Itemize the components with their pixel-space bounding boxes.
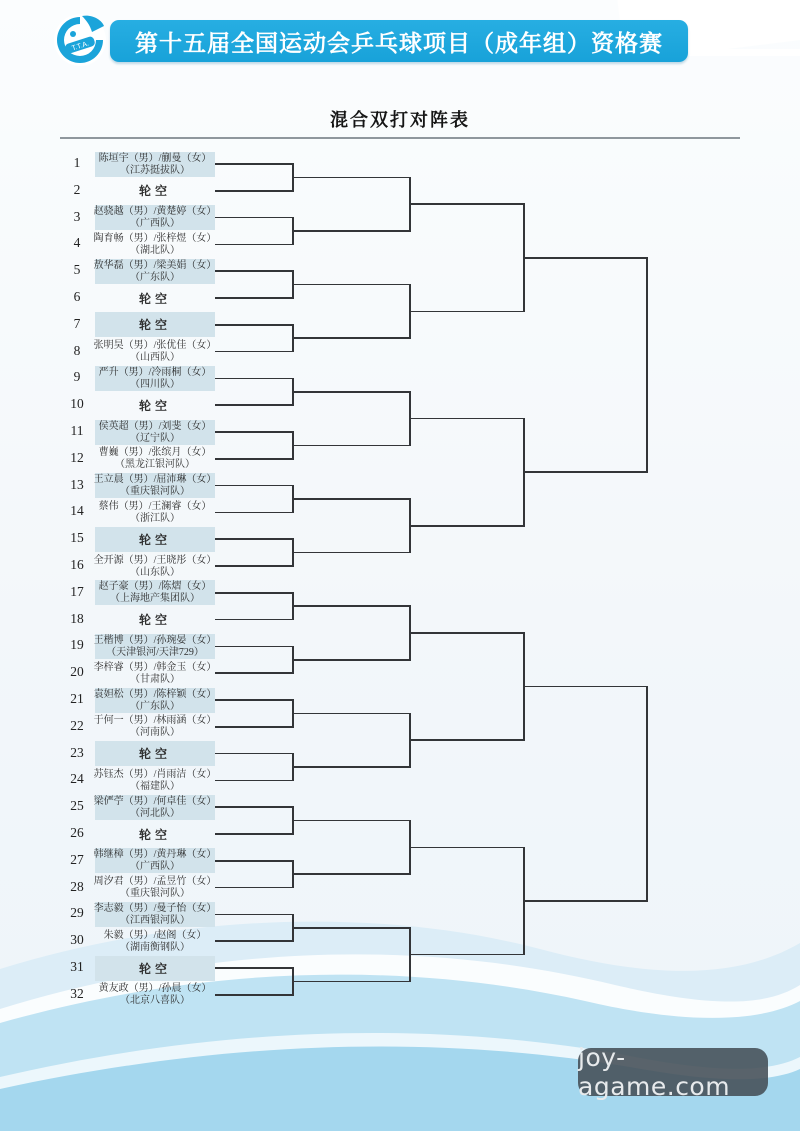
bracket-line <box>215 726 293 728</box>
bracket-line <box>410 954 524 956</box>
seed-number: 30 <box>70 932 84 948</box>
bracket-entry <box>95 822 215 847</box>
bracket-line <box>524 257 647 259</box>
bracket-line <box>215 324 293 326</box>
team-name: （广东队） <box>130 700 180 712</box>
pair-names: 赵骁越（男）/黄楚婷（女） <box>93 206 217 218</box>
team-name: （甘肃队） <box>130 673 180 685</box>
team-name: （广西队） <box>130 218 180 230</box>
pair-names: 陶育畅（男）/张梓煜（女） <box>93 232 217 244</box>
pair-names: 梁俨苧（男）/何卓佳（女） <box>93 795 217 807</box>
bracket-entry <box>95 741 215 766</box>
bracket-line <box>215 351 293 353</box>
seed-number: 6 <box>73 289 81 304</box>
bracket-line <box>215 994 293 996</box>
pair-names: 李梓睿（男）/韩金玉（女） <box>93 661 217 673</box>
seed-number: 29 <box>70 905 84 921</box>
team-name: （福建队） <box>130 780 180 792</box>
team-name: （重庆银河队） <box>120 888 190 900</box>
bracket-entry <box>95 714 215 739</box>
bracket-line <box>215 887 293 889</box>
pair-names: 李志毅（男）/曼子怡（女） <box>93 902 217 914</box>
seed-number: 20 <box>70 664 84 680</box>
bracket-line <box>215 592 293 594</box>
bracket-entry <box>95 527 215 552</box>
bracket-line <box>293 552 410 554</box>
pair-names: 于何一（男）/林雨涵（女） <box>93 715 217 727</box>
bracket-line <box>293 498 410 500</box>
bracket-line <box>410 739 524 741</box>
bracket-line <box>215 217 293 219</box>
bracket-line <box>293 659 410 661</box>
team-name: （浙江队） <box>130 512 180 524</box>
seed-number: 13 <box>70 476 84 492</box>
bracket-line <box>215 646 293 648</box>
seed-number: 31 <box>70 959 84 974</box>
seed-number: 21 <box>70 691 84 706</box>
team-name: （上海地产集团队） <box>110 593 200 605</box>
team-name: （湖北队） <box>130 244 180 256</box>
bye-label: 轮空 <box>138 532 171 547</box>
pair-names: 蔡伟（男）/王澜睿（女） <box>98 500 212 512</box>
bracket-entry <box>95 339 215 364</box>
bracket-entry <box>95 286 215 311</box>
bracket-entry <box>95 929 215 954</box>
bracket-line <box>215 699 293 701</box>
table-tennis-logo-icon <box>52 12 108 68</box>
bracket-line <box>215 672 293 674</box>
bracket-entry <box>95 875 215 900</box>
bracket-line <box>215 619 293 621</box>
seed-number: 3 <box>73 208 81 224</box>
bracket-line <box>215 565 293 567</box>
seed-number: 27 <box>70 851 84 867</box>
bracket-line <box>293 981 410 983</box>
bracket-entry <box>95 393 215 418</box>
bracket-line <box>215 806 293 808</box>
bracket-entry <box>95 473 215 498</box>
bracket-line <box>215 753 293 755</box>
pair-names: 王立晨（男）/屈沛琳（女） <box>93 474 217 486</box>
bye-label: 轮空 <box>138 747 171 762</box>
bracket-line <box>410 418 524 420</box>
team-name: （重庆银河队） <box>120 486 190 498</box>
seed-number: 4 <box>73 235 81 251</box>
pair-names: 严升（男）/冷雨桐（女） <box>98 366 212 378</box>
bracket-line <box>293 605 410 607</box>
bracket-entry <box>95 848 215 873</box>
pair-names: 曹巍（男）/张缤月（女） <box>98 447 212 459</box>
team-name: （山西队） <box>130 352 180 364</box>
team-name: （江西银河队） <box>120 914 190 926</box>
bracket-entry <box>95 580 215 605</box>
pair-names: 全开源（男）/王晓彤（女） <box>93 554 217 566</box>
bracket-entry <box>95 902 215 927</box>
logo-letters: T.T.A. <box>71 40 90 53</box>
bye-label: 轮空 <box>138 613 171 628</box>
bracket-line <box>215 270 293 272</box>
pair-names: 敖华磊（男）/梁美娟（女） <box>93 259 217 271</box>
team-name: （广东队） <box>130 271 180 283</box>
seed-number: 25 <box>70 798 84 814</box>
bracket-line <box>215 458 293 460</box>
bracket-line <box>524 686 647 688</box>
bracket-line <box>524 471 647 473</box>
bracket-line <box>410 632 524 634</box>
team-name: （四川队） <box>130 378 180 390</box>
bracket-line <box>646 686 648 902</box>
seed-number: 10 <box>70 396 84 412</box>
bracket-line <box>215 297 293 299</box>
bracket-entry <box>95 232 215 257</box>
bracket-entry <box>95 259 215 284</box>
title-rule <box>60 137 740 139</box>
seed-number: 14 <box>70 503 84 519</box>
seed-number: 1 <box>73 155 81 170</box>
bracket-entry <box>95 982 215 1007</box>
seed-number: 7 <box>73 315 81 331</box>
seed-number: 23 <box>70 744 84 760</box>
seed-number: 19 <box>70 637 84 653</box>
bracket-line <box>410 847 524 849</box>
bracket-entry <box>95 661 215 686</box>
bracket-line <box>293 337 410 339</box>
bye-label: 轮空 <box>138 398 171 413</box>
bracket-entry <box>95 178 215 203</box>
bracket-entry <box>95 768 215 793</box>
pair-names: 王楷博（男）/孙琬晏（女） <box>93 634 217 646</box>
watermark-text: joy-agame.com <box>578 1043 731 1101</box>
seed-number: 12 <box>70 449 84 465</box>
bracket-entry <box>95 420 215 445</box>
pair-names: 侯英超（男）/刘斐（女） <box>98 420 212 432</box>
seed-number: 5 <box>73 262 81 278</box>
pair-names: 韩继樟（男）/黄丹琳（女） <box>93 849 217 861</box>
pair-names: 陈垣宇（男）/蒯曼（女） <box>98 152 212 164</box>
bracket-line <box>293 820 410 822</box>
pair-names: 黄友政（男）/孙晨（女） <box>98 983 212 995</box>
seed-number: 17 <box>70 583 84 599</box>
bracket-line <box>215 244 293 246</box>
pair-names: 袁妲松（男）/陈梓颖（女） <box>93 688 217 700</box>
bracket-line <box>646 257 648 473</box>
bracket-line <box>215 190 293 192</box>
team-name: （山东队） <box>130 566 180 578</box>
bracket-line <box>215 431 293 433</box>
team-name: （河北队） <box>130 807 180 819</box>
bracket-line <box>293 445 410 447</box>
bracket-entry <box>95 366 215 391</box>
pair-names: 周汐君（男）/孟昱竹（女） <box>93 876 217 888</box>
seed-number: 9 <box>73 369 81 385</box>
bracket-line <box>215 404 293 406</box>
watermark-badge <box>578 1043 768 1101</box>
bracket-line <box>293 230 410 232</box>
event-banner <box>110 20 688 62</box>
bracket-line <box>215 485 293 487</box>
bracket-entry <box>95 205 215 230</box>
bracket-entry <box>95 607 215 632</box>
team-name: （江苏挺拔队） <box>120 164 190 176</box>
bracket-line <box>215 512 293 514</box>
bracket-entry <box>95 956 215 981</box>
team-name: （广西队） <box>130 861 180 873</box>
team-name: （天津银河/天津729） <box>106 646 204 658</box>
bracket-line <box>410 203 524 205</box>
bracket-line <box>293 927 410 929</box>
team-name: （河南队） <box>130 727 180 739</box>
bracket-line <box>215 378 293 380</box>
bracket-line <box>215 833 293 835</box>
bracket-line <box>215 967 293 969</box>
bracket-line <box>293 873 410 875</box>
seed-number: 2 <box>73 181 81 197</box>
seed-number: 24 <box>70 771 84 787</box>
bracket-entry <box>95 446 215 471</box>
bracket-entry <box>95 500 215 525</box>
seed-number: 15 <box>70 530 84 546</box>
bracket-line <box>293 766 410 768</box>
bracket-line <box>215 940 293 942</box>
bracket-entry <box>95 554 215 579</box>
bye-label: 轮空 <box>138 961 171 976</box>
bye-label: 轮空 <box>138 318 171 333</box>
pair-names: 张明昊（男）/张优佳（女） <box>93 340 217 352</box>
seed-number: 28 <box>70 878 84 894</box>
team-name: （黑龙江银河队） <box>115 459 195 471</box>
pair-names: 朱毅（男）/赵阁（女） <box>103 929 207 941</box>
bracket-entry <box>95 312 215 337</box>
team-name: （湖南衡钢队） <box>120 941 190 953</box>
bracket-line <box>215 163 293 165</box>
bracket-line <box>215 860 293 862</box>
seed-number: 11 <box>70 423 84 438</box>
bye-label: 轮空 <box>138 184 171 199</box>
bye-label: 轮空 <box>138 827 171 842</box>
seed-number: 26 <box>70 825 84 840</box>
bracket-line <box>293 391 410 393</box>
pair-names: 赵子豪（男）/陈熠（女） <box>98 581 212 593</box>
bracket-line <box>410 311 524 313</box>
bracket-entry <box>95 688 215 713</box>
bracket-line <box>215 780 293 782</box>
bracket-entry <box>95 634 215 659</box>
section-title: 混合双打对阵表 <box>330 110 470 130</box>
seed-number: 18 <box>70 610 84 626</box>
bracket-line <box>293 177 410 179</box>
seed-number: 22 <box>70 717 84 733</box>
team-name: （辽宁队） <box>130 432 180 444</box>
seed-number: 32 <box>70 985 84 1001</box>
bracket-line <box>215 538 293 540</box>
bye-label: 轮空 <box>138 291 171 306</box>
team-name: （北京八喜队） <box>120 995 190 1007</box>
bracket-line <box>293 284 410 286</box>
bracket-line <box>293 713 410 715</box>
bracket-line <box>410 525 524 527</box>
seed-number: 16 <box>70 557 84 572</box>
bracket-entry <box>95 795 215 820</box>
seed-number: 8 <box>73 342 81 358</box>
event-title: 第十五届全国运动会乒乓球项目（成年组）资格赛 <box>135 29 663 56</box>
bracket-entry <box>95 152 215 177</box>
bracket-line <box>524 900 647 902</box>
pair-names: 苏钰杰（男）/肖雨洁（女） <box>93 768 217 780</box>
bracket-line <box>215 914 293 916</box>
